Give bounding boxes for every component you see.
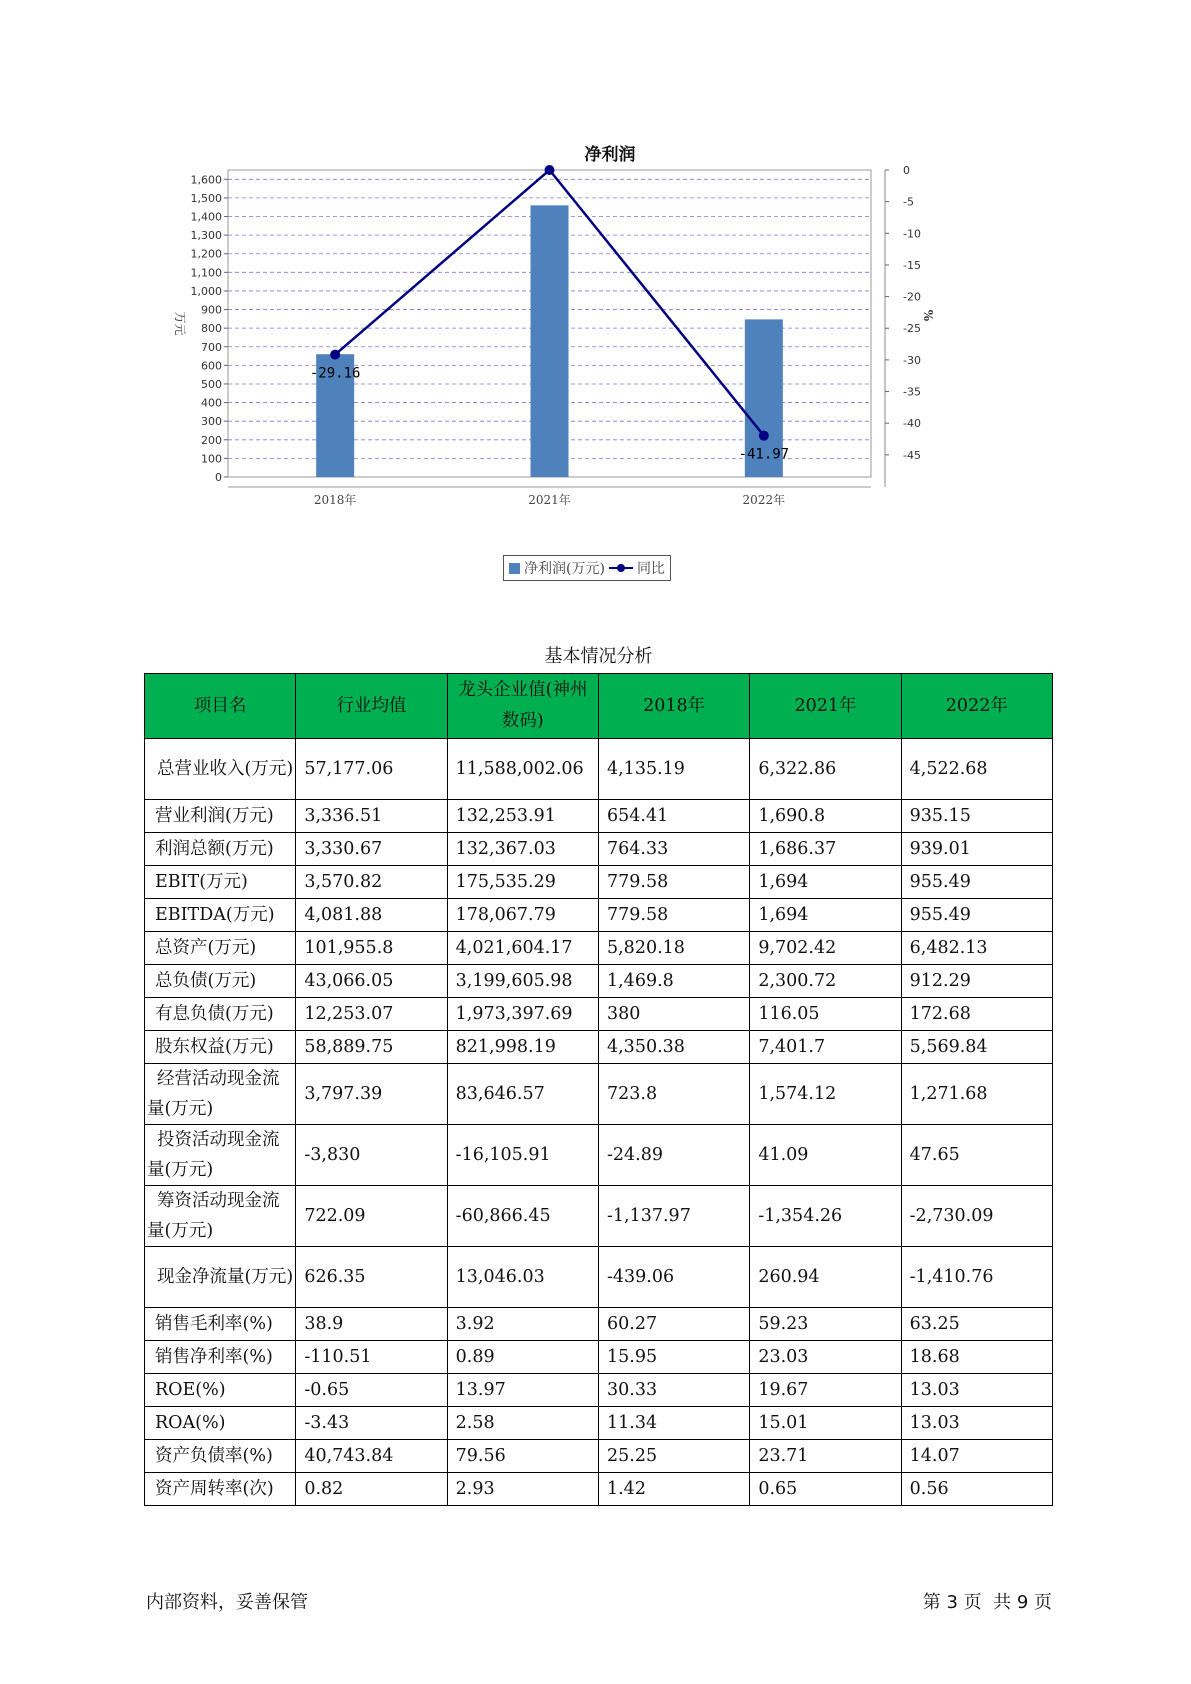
table-cell: 172.68 [901, 998, 1052, 1031]
net-profit-chart [160, 128, 1060, 598]
table-cell: 79.56 [447, 1440, 598, 1473]
table-cell: 1,686.37 [750, 833, 901, 866]
table-cell: 723.8 [598, 1064, 749, 1125]
table-row [145, 1031, 1053, 1064]
table-header-row [145, 674, 1053, 739]
table-cell: 13.03 [901, 1374, 1052, 1407]
table-row [145, 1374, 1053, 1407]
row-label: EBITDA(万元) [145, 899, 296, 932]
table-cell: 6,322.86 [750, 739, 901, 800]
table-cell: 0.89 [447, 1341, 598, 1374]
table-cell: 19.67 [750, 1374, 901, 1407]
table-row [145, 1308, 1053, 1341]
table-cell: -1,354.26 [750, 1186, 901, 1247]
table-cell: 3,336.51 [296, 800, 447, 833]
table-body [145, 739, 1053, 1506]
table-cell: 13.03 [901, 1407, 1052, 1440]
table-row [145, 1473, 1053, 1506]
table-cell: 260.94 [750, 1247, 901, 1308]
y-left-tick-label: 200 [201, 433, 222, 447]
y-left-tick-label: 800 [201, 322, 222, 336]
y-left-tick-label: 1,300 [190, 229, 222, 243]
table-cell: 40,743.84 [296, 1440, 447, 1473]
yoy-data-label: -29.16 [309, 365, 361, 382]
table-row [145, 1125, 1053, 1186]
row-label: ROE(%) [145, 1374, 296, 1407]
y-left-tick-label: 100 [201, 452, 222, 466]
table-cell: 175,535.29 [447, 866, 598, 899]
row-label: 现金净流量(万元) [145, 1247, 296, 1308]
chart-title: 净利润 [584, 145, 636, 165]
row-label: 总资产(万元) [145, 932, 296, 965]
table-cell: 380 [598, 998, 749, 1031]
row-label: 销售毛利率(%) [145, 1308, 296, 1341]
table-cell: -110.51 [296, 1341, 447, 1374]
y-left-tick-label: 400 [201, 396, 222, 410]
table-cell: 1,271.68 [901, 1064, 1052, 1125]
table-cell: 57,177.06 [296, 739, 447, 800]
table-cell: -0.65 [296, 1374, 447, 1407]
table-cell: 4,350.38 [598, 1031, 749, 1064]
y-right-tick-label: -15 [903, 258, 921, 272]
y-right-axis-label: % [921, 309, 935, 322]
yoy-point [759, 431, 769, 441]
table-row [145, 739, 1053, 800]
table-cell: 2.58 [447, 1407, 598, 1440]
y-left-tick-label: 1,000 [190, 284, 222, 298]
table-cell: 58,889.75 [296, 1031, 447, 1064]
row-label: EBIT(万元) [145, 866, 296, 899]
table-cell: 3,570.82 [296, 866, 447, 899]
table-cell: -2,730.09 [901, 1186, 1052, 1247]
table-cell: 3,199,605.98 [447, 965, 598, 998]
yoy-point [330, 350, 340, 360]
table-cell: 912.29 [901, 965, 1052, 998]
legend-line-label: 同比 [636, 561, 665, 577]
table-cell: 0.56 [901, 1473, 1052, 1506]
row-label: 投资活动现金流量(万元) [145, 1125, 296, 1186]
table-cell: 955.49 [901, 866, 1052, 899]
chart-legend [503, 555, 671, 581]
table-cell: 1,690.8 [750, 800, 901, 833]
y-left-tick-label: 900 [201, 303, 222, 317]
table-cell: 2.93 [447, 1473, 598, 1506]
chart-canvas [160, 128, 1060, 598]
footer-confidential-note: 内部资料，妥善保管 [146, 1592, 308, 1613]
table-cell: -16,105.91 [447, 1125, 598, 1186]
table-row [145, 965, 1053, 998]
table-cell: -1,137.97 [598, 1186, 749, 1247]
table-cell: 3,330.67 [296, 833, 447, 866]
legend-bar-label: 净利润(万元) [524, 561, 605, 577]
table-cell: 63.25 [901, 1308, 1052, 1341]
table-cell: 5,820.18 [598, 932, 749, 965]
y-left-axis-label: 万元 [173, 311, 187, 336]
table-cell: 38.9 [296, 1308, 447, 1341]
table-row [145, 1440, 1053, 1473]
table-cell: 15.01 [750, 1407, 901, 1440]
table-cell: 23.03 [750, 1341, 901, 1374]
table-cell: 4,135.19 [598, 739, 749, 800]
table-cell: 0.65 [750, 1473, 901, 1506]
table-cell: 4,081.88 [296, 899, 447, 932]
table-cell: 2,300.72 [750, 965, 901, 998]
row-label: 总营业收入(万元) [145, 739, 296, 800]
table-cell: 47.65 [901, 1125, 1052, 1186]
table-cell: 132,253.91 [447, 800, 598, 833]
table-cell: 1,469.8 [598, 965, 749, 998]
y-right-tick-label: -20 [903, 290, 921, 304]
table-cell: 1,574.12 [750, 1064, 901, 1125]
y-right-tick-label: -5 [903, 195, 914, 209]
table-cell: 3.92 [447, 1308, 598, 1341]
table-cell: -3,830 [296, 1125, 447, 1186]
table-cell: 4,021,604.17 [447, 932, 598, 965]
table-cell: 1,973,397.69 [447, 998, 598, 1031]
table-cell: 4,522.68 [901, 739, 1052, 800]
table-row [145, 833, 1053, 866]
y-left-tick-label: 1,500 [190, 191, 222, 205]
table-cell: -3.43 [296, 1407, 447, 1440]
legend-line-swatch [609, 562, 633, 574]
table-cell: 11,588,002.06 [447, 739, 598, 800]
table-cell: 1,694 [750, 866, 901, 899]
y-right-tick-label: -30 [903, 353, 921, 367]
row-label: 有息负债(万元) [145, 998, 296, 1031]
table-cell: 939.01 [901, 833, 1052, 866]
y-left-tick-label: 1,200 [190, 247, 222, 261]
table-cell: 779.58 [598, 866, 749, 899]
table-cell: 5,569.84 [901, 1031, 1052, 1064]
row-label: 总负债(万元) [145, 965, 296, 998]
y-right-tick-label: -35 [903, 385, 921, 399]
y-right-tick-label: -25 [903, 322, 921, 336]
header-2018: 2018年 [598, 674, 749, 739]
x-tick-label: 2018年 [313, 493, 357, 507]
row-label: 股东权益(万元) [145, 1031, 296, 1064]
table-cell: 13.97 [447, 1374, 598, 1407]
table-cell: 955.49 [901, 899, 1052, 932]
table-row [145, 1186, 1053, 1247]
table-cell: 9,702.42 [750, 932, 901, 965]
table-cell: 43,066.05 [296, 965, 447, 998]
y-left-tick-label: 1,100 [190, 266, 222, 280]
table-cell: 935.15 [901, 800, 1052, 833]
table-cell: 116.05 [750, 998, 901, 1031]
row-label: ROA(%) [145, 1407, 296, 1440]
table-row [145, 1064, 1053, 1125]
table-cell: 13,046.03 [447, 1247, 598, 1308]
header-item-name: 项目名 [145, 674, 296, 739]
table-cell: 779.58 [598, 899, 749, 932]
row-label: 资产周转率(次) [145, 1473, 296, 1506]
table-cell: 23.71 [750, 1440, 901, 1473]
bar-2021年 [531, 205, 569, 477]
table-cell: -439.06 [598, 1247, 749, 1308]
table-row [145, 998, 1053, 1031]
table-row [145, 800, 1053, 833]
table-cell: 6,482.13 [901, 932, 1052, 965]
table-cell: 654.41 [598, 800, 749, 833]
table-caption: 基本情况分析 [544, 646, 653, 667]
yoy-point [545, 165, 555, 175]
table-cell: 821,998.19 [447, 1031, 598, 1064]
row-label: 资产负债率(%) [145, 1440, 296, 1473]
row-label: 销售净利率(%) [145, 1341, 296, 1374]
y-left-tick-label: 600 [201, 359, 222, 373]
table-cell: 25.25 [598, 1440, 749, 1473]
yoy-data-label: -41.97 [738, 446, 790, 463]
table-cell: 30.33 [598, 1374, 749, 1407]
legend-bar-swatch [509, 563, 520, 574]
table-cell: 14.07 [901, 1440, 1052, 1473]
y-left-tick-label: 700 [201, 340, 222, 354]
table-cell: 83,646.57 [447, 1064, 598, 1125]
y-right-tick-label: 0 [903, 164, 910, 177]
table-cell: 7,401.7 [750, 1031, 901, 1064]
y-left-tick-label: 1,600 [190, 173, 222, 187]
row-label: 营业利润(万元) [145, 800, 296, 833]
table-cell: 1,694 [750, 899, 901, 932]
table-cell: 12,253.07 [296, 998, 447, 1031]
table-cell: 0.82 [296, 1473, 447, 1506]
table-cell: 11.34 [598, 1407, 749, 1440]
header-2022: 2022年 [901, 674, 1052, 739]
table-cell: 60.27 [598, 1308, 749, 1341]
table-cell: 1.42 [598, 1473, 749, 1506]
y-right-tick-label: -45 [903, 448, 921, 462]
table-cell: 722.09 [296, 1186, 447, 1247]
row-label: 经营活动现金流量(万元) [145, 1064, 296, 1125]
y-right-tick-label: -10 [903, 227, 921, 241]
x-tick-label: 2022年 [742, 493, 786, 507]
table-cell: 18.68 [901, 1341, 1052, 1374]
basic-analysis-table [144, 673, 1053, 1506]
table-cell: -24.89 [598, 1125, 749, 1186]
header-leader-value: 龙头企业值(神州数码) [447, 674, 598, 739]
table-cell: 41.09 [750, 1125, 901, 1186]
y-right-tick-label: -40 [903, 417, 921, 431]
y-left-tick-label: 0 [215, 471, 222, 484]
table-cell: -60,866.45 [447, 1186, 598, 1247]
table-cell: 3,797.39 [296, 1064, 447, 1125]
table-cell: 59.23 [750, 1308, 901, 1341]
table-cell: 132,367.03 [447, 833, 598, 866]
header-2021: 2021年 [750, 674, 901, 739]
table-row [145, 932, 1053, 965]
table-row [145, 899, 1053, 932]
table-cell: 626.35 [296, 1247, 447, 1308]
table-row [145, 1407, 1053, 1440]
y-left-tick-label: 300 [201, 415, 222, 429]
y-left-tick-label: 1,400 [190, 210, 222, 224]
table-cell: 764.33 [598, 833, 749, 866]
footer-page-number: 第 3 页 共 9 页 [922, 1592, 1052, 1613]
row-label: 利润总额(万元) [145, 833, 296, 866]
table-row [145, 1247, 1053, 1308]
header-industry-avg: 行业均值 [296, 674, 447, 739]
row-label: 筹资活动现金流量(万元) [145, 1186, 296, 1247]
table-row [145, 866, 1053, 899]
table-row [145, 1341, 1053, 1374]
table-cell: 101,955.8 [296, 932, 447, 965]
table-cell: 15.95 [598, 1341, 749, 1374]
table-cell: -1,410.76 [901, 1247, 1052, 1308]
x-tick-label: 2021年 [528, 493, 571, 507]
table-cell: 178,067.79 [447, 899, 598, 932]
y-left-tick-label: 500 [201, 377, 222, 391]
